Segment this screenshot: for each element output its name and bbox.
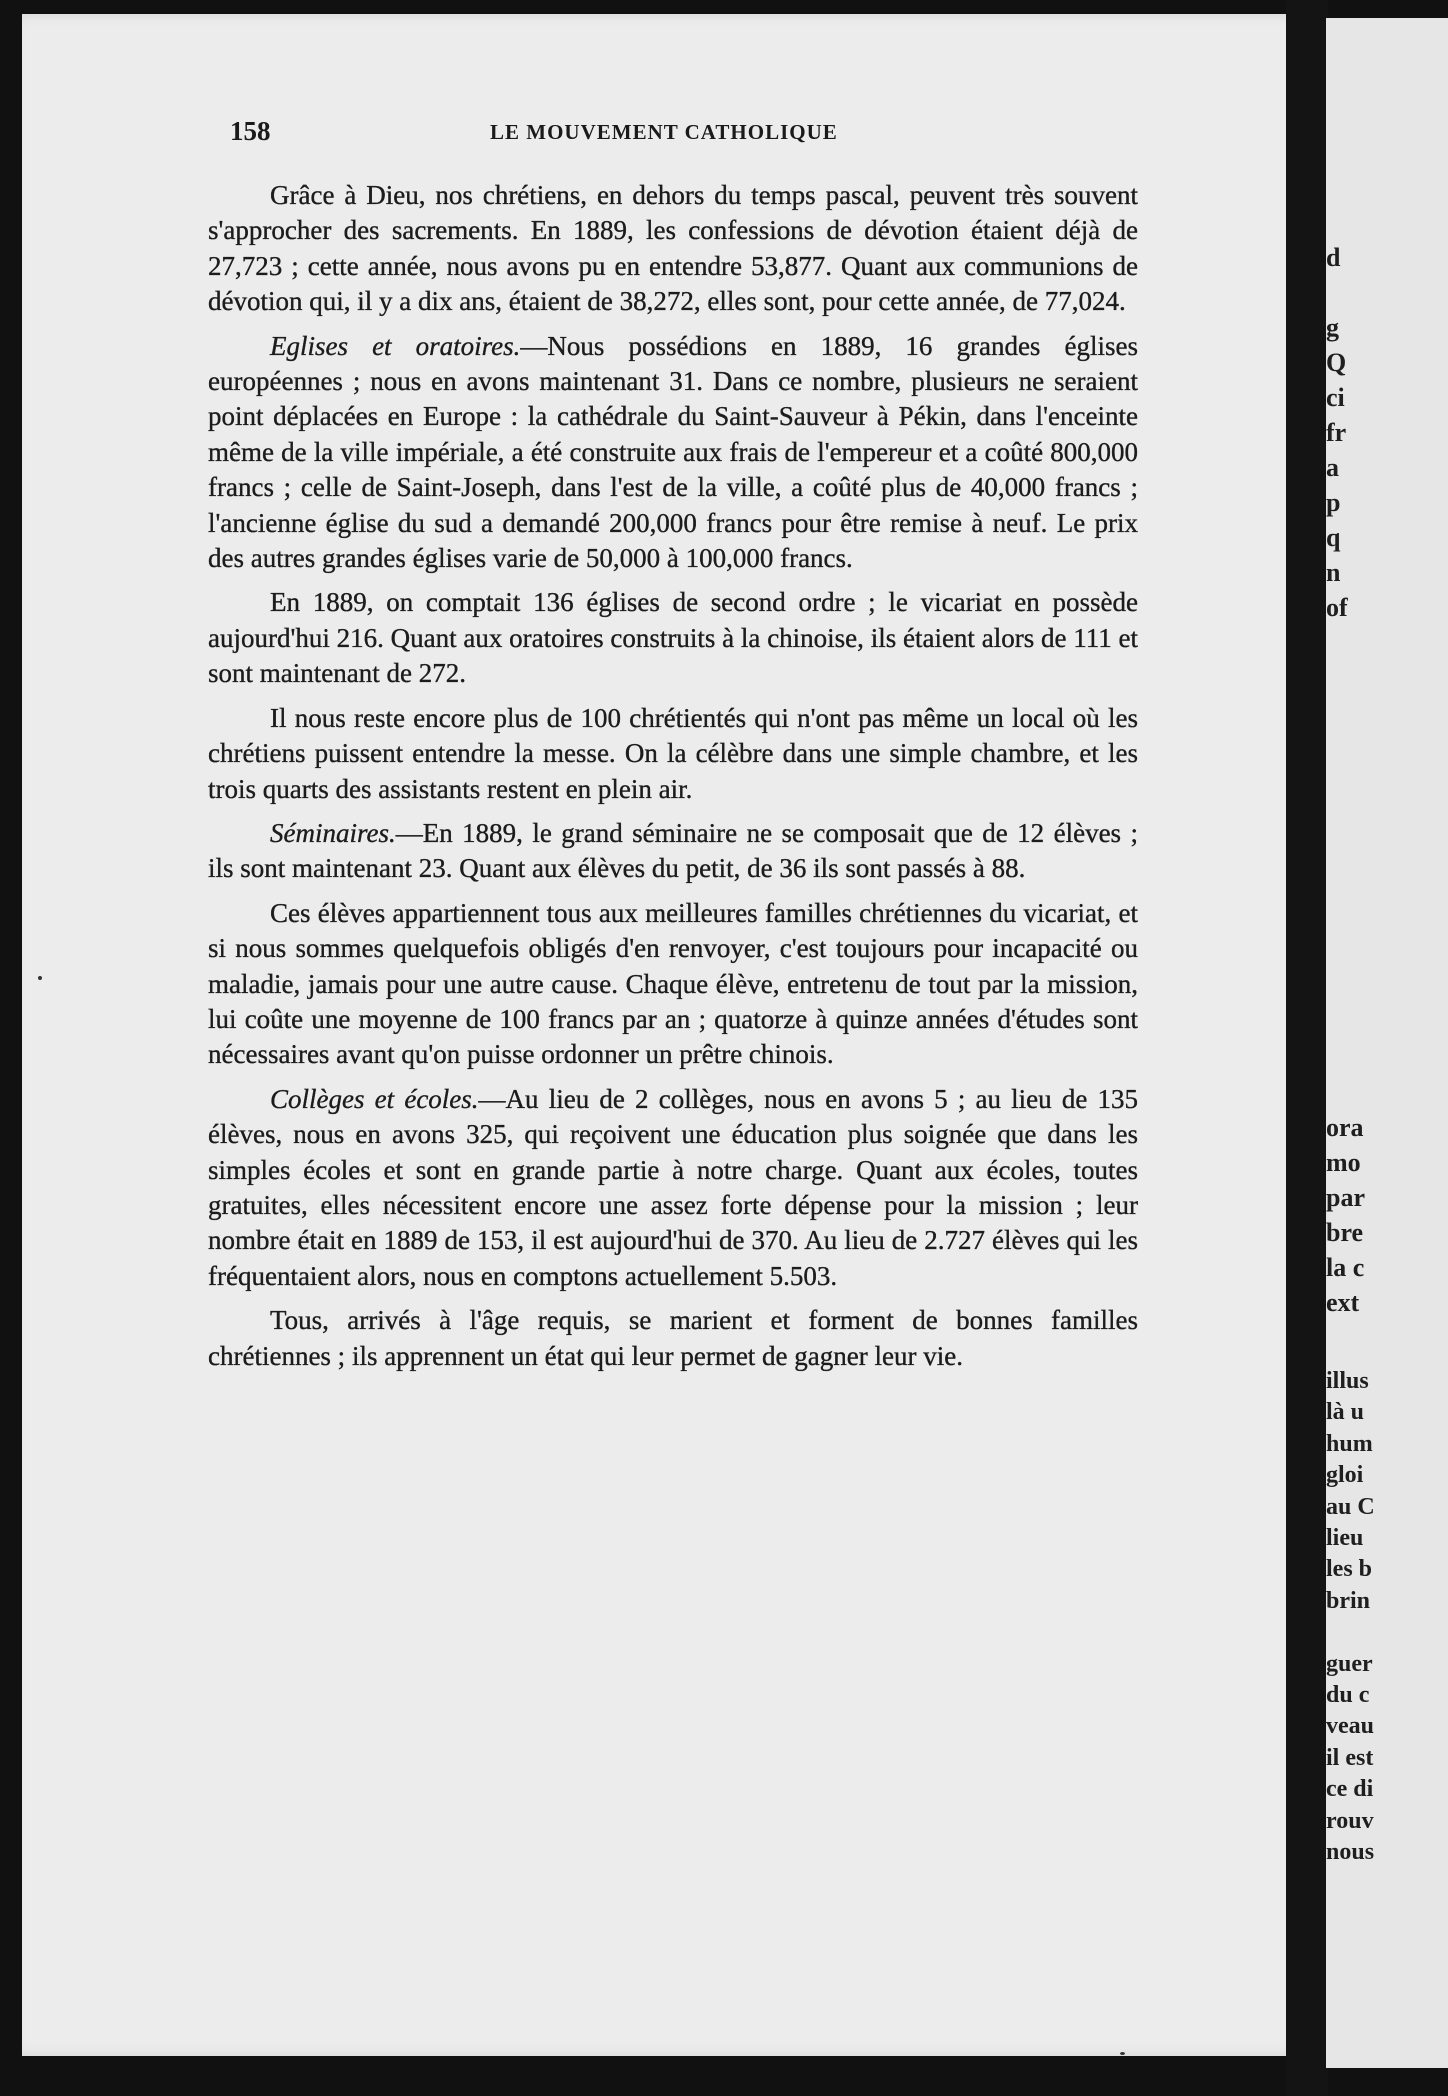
paragraph [208,178,1138,320]
facing-page-fragments-middle [1326,1110,1365,1320]
facing-page-line: n [1326,558,1341,587]
paragraph [208,329,1138,577]
facing-page-line [1326,1617,1375,1648]
facing-page-line: les b [1326,1556,1373,1583]
facing-page-line: guer [1326,1650,1373,1677]
paragraph [208,1082,1138,1294]
facing-page-line: au C [1326,1493,1375,1520]
page-number: 158 [230,116,271,146]
paragraph-text: En 1889, on comptait 136 églises de second ordre ; le vicariat en possède aujourd'hui 216. Quant aux oratoires construits à la chinoise, ils étaient alors de 111 et sont maintenant de 272. [208,587,1138,689]
facing-page-line: ora [1326,1113,1364,1142]
facing-page-line: p [1326,488,1341,517]
facing-page-line: il est [1326,1744,1374,1771]
paragraph-text: Il nous reste encore plus de 100 chrétientés qui n'ont pas même un local où les chrétiens puissent entendre la messe. On la célèbre dans une simple chambre, et les trois quarts des assistants restent en plein air. [208,702,1138,804]
section-heading: Séminaires. [270,817,396,848]
facing-page-line: ext [1326,1288,1360,1317]
facing-page-line: fr [1326,418,1347,447]
paragraph [208,816,1138,887]
facing-page-line: hum [1326,1430,1373,1457]
facing-page-line: nous [1326,1839,1375,1866]
facing-page-line: par [1326,1183,1365,1212]
paragraph [208,1303,1138,1374]
facing-page-fragments-bottom [1326,1366,1375,1869]
body-text [208,178,1138,1374]
paragraph-text: —Nous possédions en 1889, 16 grandes églises européennes ; nous en avons maintenant 31. Dans ce nombre, plusieurs ne seraient point déplacées en Europe : la cathédrale du Saint-Sauveur à Pékin, dans l'enceinte même de la ville impériale, a été construite aux frais de l'empereur et a coûté 800,000 francs ; celle de Saint-Joseph, dans l'est de la ville, a coûté plus de 40,000 francs ; l'ancienne église du sud a demandé 200,000 francs pour être remise à neuf. Le prix des autres grandes églises varie de 50,000 à 100,000 francs. [208,330,1138,574]
facing-page-line [1326,275,1348,310]
facing-page-line: la c [1326,1253,1365,1282]
facing-page-line: bre [1326,1218,1364,1247]
section-heading: Eglises et oratoires. [270,330,521,361]
facing-page-line: veau [1326,1713,1374,1740]
paragraph [208,585,1138,691]
paragraph-text: Tous, arrivés à l'âge requis, se marient et forment de bonnes familles chrétiennes ; ils apprennent un état qui leur permet de gagner leur vie. [208,1305,1138,1371]
paragraph-text: Ces élèves appartiennent tous aux meilleures familles chrétiennes du vicariat, et si nous sommes quelquefois obligés d'en renvoyer, c'est toujours pour incapacité ou maladie, jamais pour une autre cause. Chaque élève, entretenu de tout par la mission, lui coûte une moyenne de 100 francs par an ; quatorze à quinze années d'études sont nécessaires avant qu'on puisse ordonner un prêtre chinois. [208,897,1138,1070]
scan-speck [1120,2052,1125,2055]
facing-page-line: illus [1326,1368,1369,1394]
scan-speck [38,976,42,980]
paragraph [208,896,1138,1073]
paragraph-text: —En 1889, le grand séminaire ne se composait que de 12 élèves ; ils sont maintenant 23. Quant aux élèves du petit, de 36 ils sont passés à 88. [208,817,1138,884]
facing-page-line: g [1326,313,1339,342]
facing-page-line: là u [1326,1399,1365,1426]
facing-page-fragments-top [1326,240,1348,625]
facing-page-line: q [1326,523,1341,552]
facing-page-line: mo [1326,1148,1361,1177]
section-heading: Collèges et écoles. [270,1083,479,1114]
facing-page-line: lieu [1326,1525,1364,1552]
facing-page-line: du c [1326,1682,1370,1709]
facing-page-line: a [1326,453,1339,482]
running-head [230,116,1110,152]
paragraph-text: —Au lieu de 2 collèges, nous en avons 5 ; au lieu de 135 élèves, nous en avons 325, qui reçoivent une éducation plus soignée que dans les simples écoles et sont en grande partie à notre charge. Quant aux écoles, toutes gratuites, elles nécessitent encore une assez forte dépense pour la mission ; leur nombre était en 1889 de 153, il est aujourd'hui de 370. Au lieu de 2.727 élèves qui les fréquentaient alors, nous en comptons actuellement 5.503. [208,1083,1138,1291]
running-title: LE MOUVEMENT CATHOLIQUE [490,120,838,144]
paragraph [208,701,1138,807]
paragraph-text: Grâce à Dieu, nos chrétiens, en dehors du temps pascal, peuvent très souvent s'approcher des sacrements. En 1889, les confessions de dévotion étaient déjà de 27,723 ; cette année, nous avons pu en entendre 53,877. Quant aux communions de dévotion qui, il y a dix ans, étaient de 38,272, elles sont, pour cette année, de 77,024. [208,180,1138,317]
facing-page-line: Q [1326,348,1347,377]
facing-page-line: d [1326,243,1341,272]
facing-page-line: ci [1326,383,1345,412]
facing-page-line: rouv [1326,1807,1374,1834]
facing-page-line: brin [1326,1587,1371,1614]
facing-page-line: gloi [1326,1462,1364,1489]
facing-page-line: ce di [1326,1776,1374,1803]
facing-page-line: of [1326,593,1348,622]
facing-page-edge [1326,18,1448,2068]
page-gutter [1286,0,1328,2096]
